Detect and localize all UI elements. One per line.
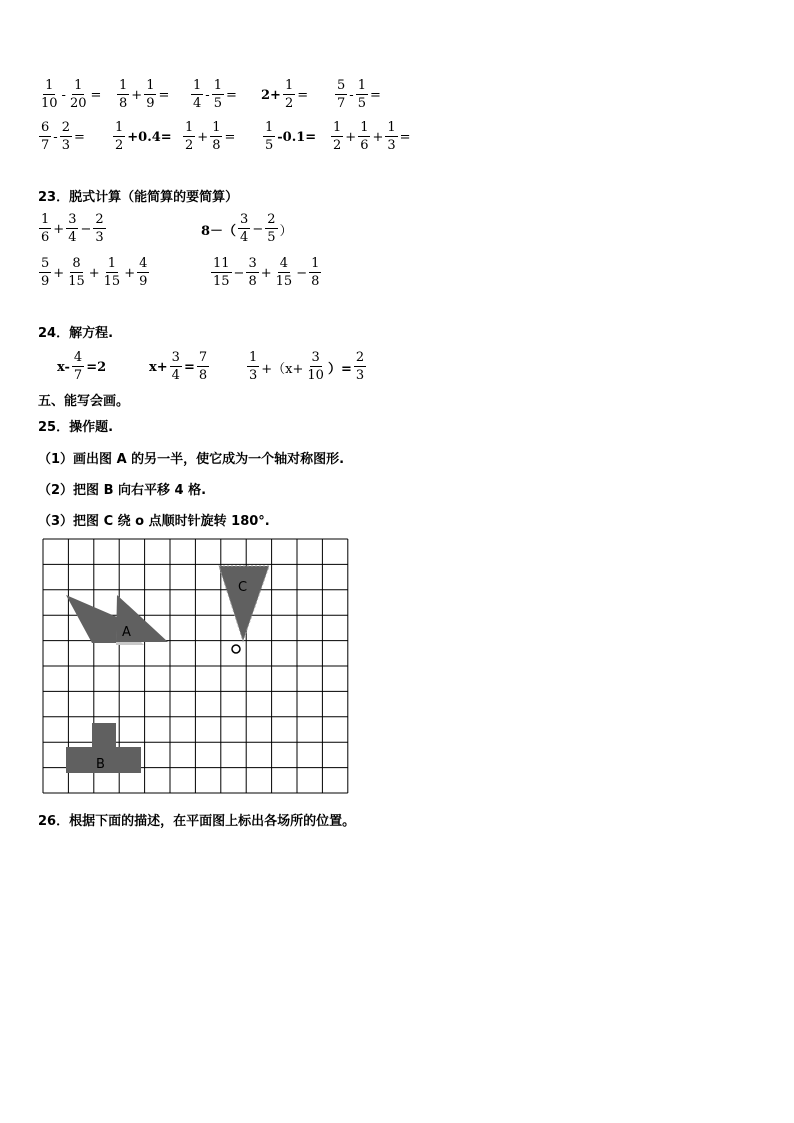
expr-1-3: $\frac{1}{4}$ - $\frac{1}{5}$ =: [193, 78, 237, 111]
q25-item-1: （1）画出图 A 的另一半，使它成为一个轴对称图形.: [38, 452, 345, 467]
quick-calc-row-2: [38, 120, 418, 160]
figure-a-left: [66, 595, 117, 643]
q23-expr-3: $\frac{5}{9}$ + $\frac{8}{15}$ + $\frac{1}{15}$ + $\frac{4}{9}$: [41, 256, 148, 289]
q25-title: 25．操作题.: [38, 420, 114, 435]
q23-expr-4: $\frac{11}{15}$ − $\frac{3}{8}$ + $\frac{4}{15}$ − $\frac{1}{8}$: [213, 256, 320, 289]
expr-2-5: $\frac{1}{2}$ + $\frac{1}{6}$ + $\frac{1}{3}$ =: [333, 120, 411, 153]
expr-2-3: $\frac{1}{2}$ + $\frac{1}{8}$ =: [185, 120, 236, 153]
q23-expr-2: 8－（ $\frac{3}{4}$ − $\frac{2}{5}$ ）: [201, 212, 293, 245]
q26-title: 26．根据下面的描述，在平面图上标出各场所的位置。: [38, 814, 356, 829]
figure-c: [219, 566, 269, 641]
expr-1-1: $\frac{1}{10}$ - $\frac{1}{20}$ =: [41, 78, 102, 111]
q24-equation-1: x- $\frac{4}{7}$ =2: [57, 350, 107, 383]
expr-2-4: $\frac{1}{5}$ -0.1=: [265, 120, 317, 153]
q24-equation-2: x+ $\frac{3}{4}$ = $\frac{7}{8}$: [149, 350, 208, 383]
q25-grid-figure: [40, 535, 360, 805]
expr-1-5: $\frac{5}{7}$ - $\frac{1}{5}$ =: [337, 78, 381, 111]
q24-title: 24．解方程.: [38, 326, 114, 341]
figure-a-label: A: [122, 625, 131, 640]
rotation-point-o: [232, 645, 240, 653]
q25-item-2: （2）把图 B 向右平移 4 格.: [38, 483, 207, 498]
expr-1-2: $\frac{1}{8}$ + $\frac{1}{9}$ =: [119, 78, 170, 111]
q23-expr-1: $\frac{1}{6}$ + $\frac{3}{4}$ − $\frac{2}{3}$: [41, 212, 104, 245]
section-5-heading: 五、能写会画。: [38, 394, 130, 409]
expr-2-2: $\frac{1}{2}$ +0.4=: [115, 120, 172, 153]
quick-calc-row-1: [38, 78, 418, 118]
expr-1-4: 2+ $\frac{1}{2}$ =: [261, 78, 309, 111]
figure-b-label: B: [96, 757, 105, 772]
q25-item-3: （3）把图 C 绕 o 点顺时针旋转 180°.: [38, 514, 270, 529]
figure-c-label: C: [238, 580, 248, 595]
q24-equation-3: $\frac{1}{3}$ +（x+ $\frac{3}{10}$ ）= $\frac{2}{3}$: [249, 350, 365, 383]
expr-2-1: $\frac{6}{7}$ - $\frac{2}{3}$ =: [41, 120, 85, 153]
q23-title: 23．脱式计算（能简算的要简算）: [38, 190, 239, 205]
